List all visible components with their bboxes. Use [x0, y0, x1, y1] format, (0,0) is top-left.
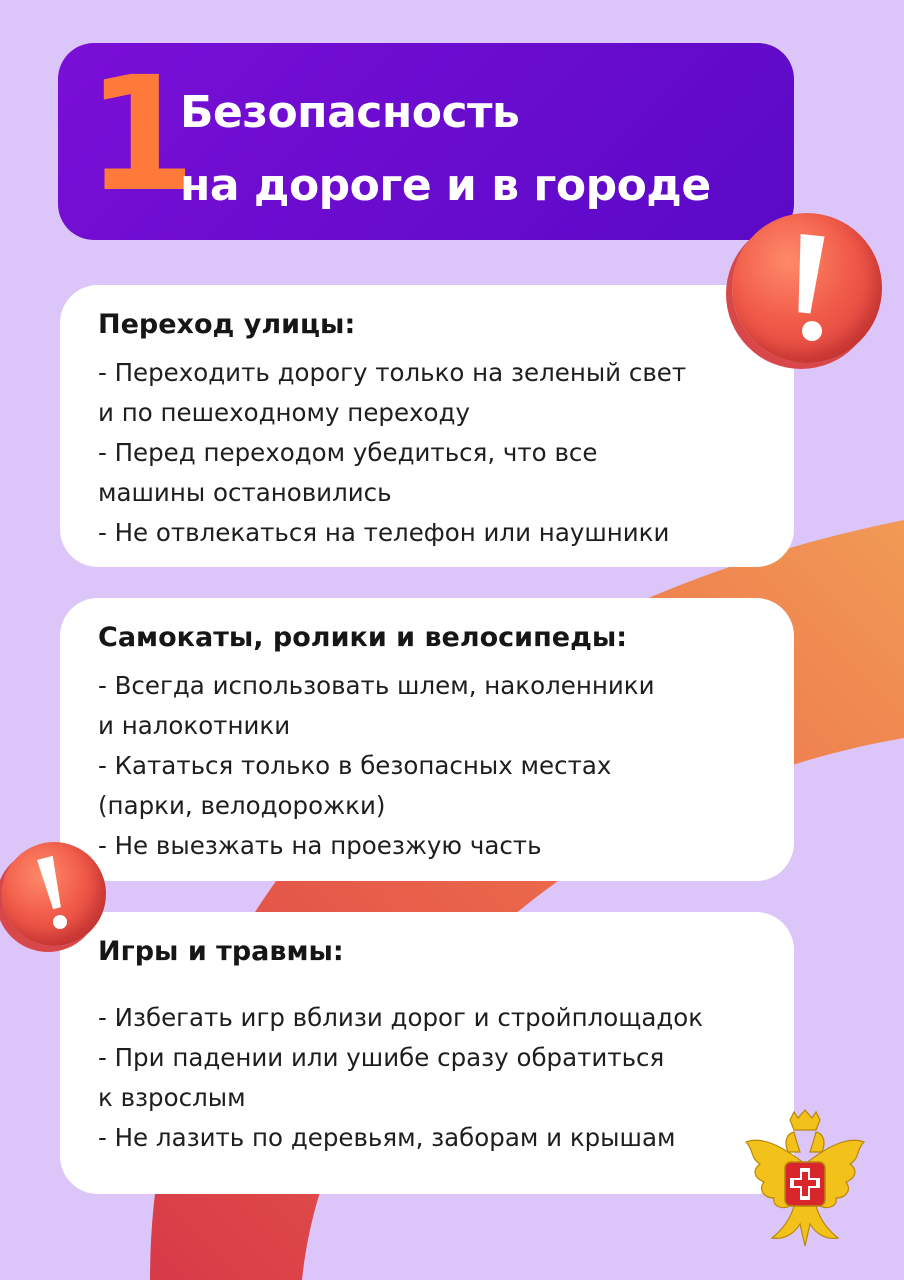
section-line: машины остановились — [98, 478, 392, 507]
section-line: - Не выезжать на проезжую часть — [98, 831, 542, 860]
page-title-line: Безопасность — [180, 87, 520, 138]
section-title: Переход улицы: — [98, 309, 356, 340]
section-line: - Переходить дорогу только на зеленый свет — [98, 358, 687, 387]
section-title: Игры и травмы: — [98, 936, 344, 967]
section-line: - Избегать игр вблизи дорог и стройплощадок — [98, 1003, 704, 1032]
exclamation-icon — [2, 842, 106, 946]
exclamation-icon — [732, 213, 882, 363]
section-line: - Не отвлекаться на телефон или наушники — [98, 518, 670, 547]
section-line: и налокотники — [98, 711, 291, 740]
section-line: - Кататься только в безопасных местах — [98, 751, 612, 780]
double-headed-eagle-emblem — [742, 1106, 868, 1252]
page-title-line: на дороге и в городе — [180, 160, 711, 211]
section-card-scooters-bikes — [60, 598, 794, 881]
section-title: Самокаты, ролики и велосипеды: — [98, 622, 628, 653]
page-title — [180, 76, 711, 222]
section-card-games-injuries — [60, 912, 794, 1194]
section-line: - Всегда использовать шлем, наколенники — [98, 671, 655, 700]
section-line: (парки, велодорожки) — [98, 791, 386, 820]
section-line: - Не лазить по деревьям, заборам и крышам — [98, 1123, 676, 1152]
section-line: - При падении или ушибе сразу обратиться — [98, 1043, 665, 1072]
section-line: - Перед переходом убедиться, что все — [98, 438, 598, 467]
section-line: и по пешеходному переходу — [98, 398, 470, 427]
section-line: к взрослым — [98, 1083, 246, 1112]
section-card-street-crossing — [60, 285, 794, 567]
section-number: 1 — [86, 43, 190, 227]
